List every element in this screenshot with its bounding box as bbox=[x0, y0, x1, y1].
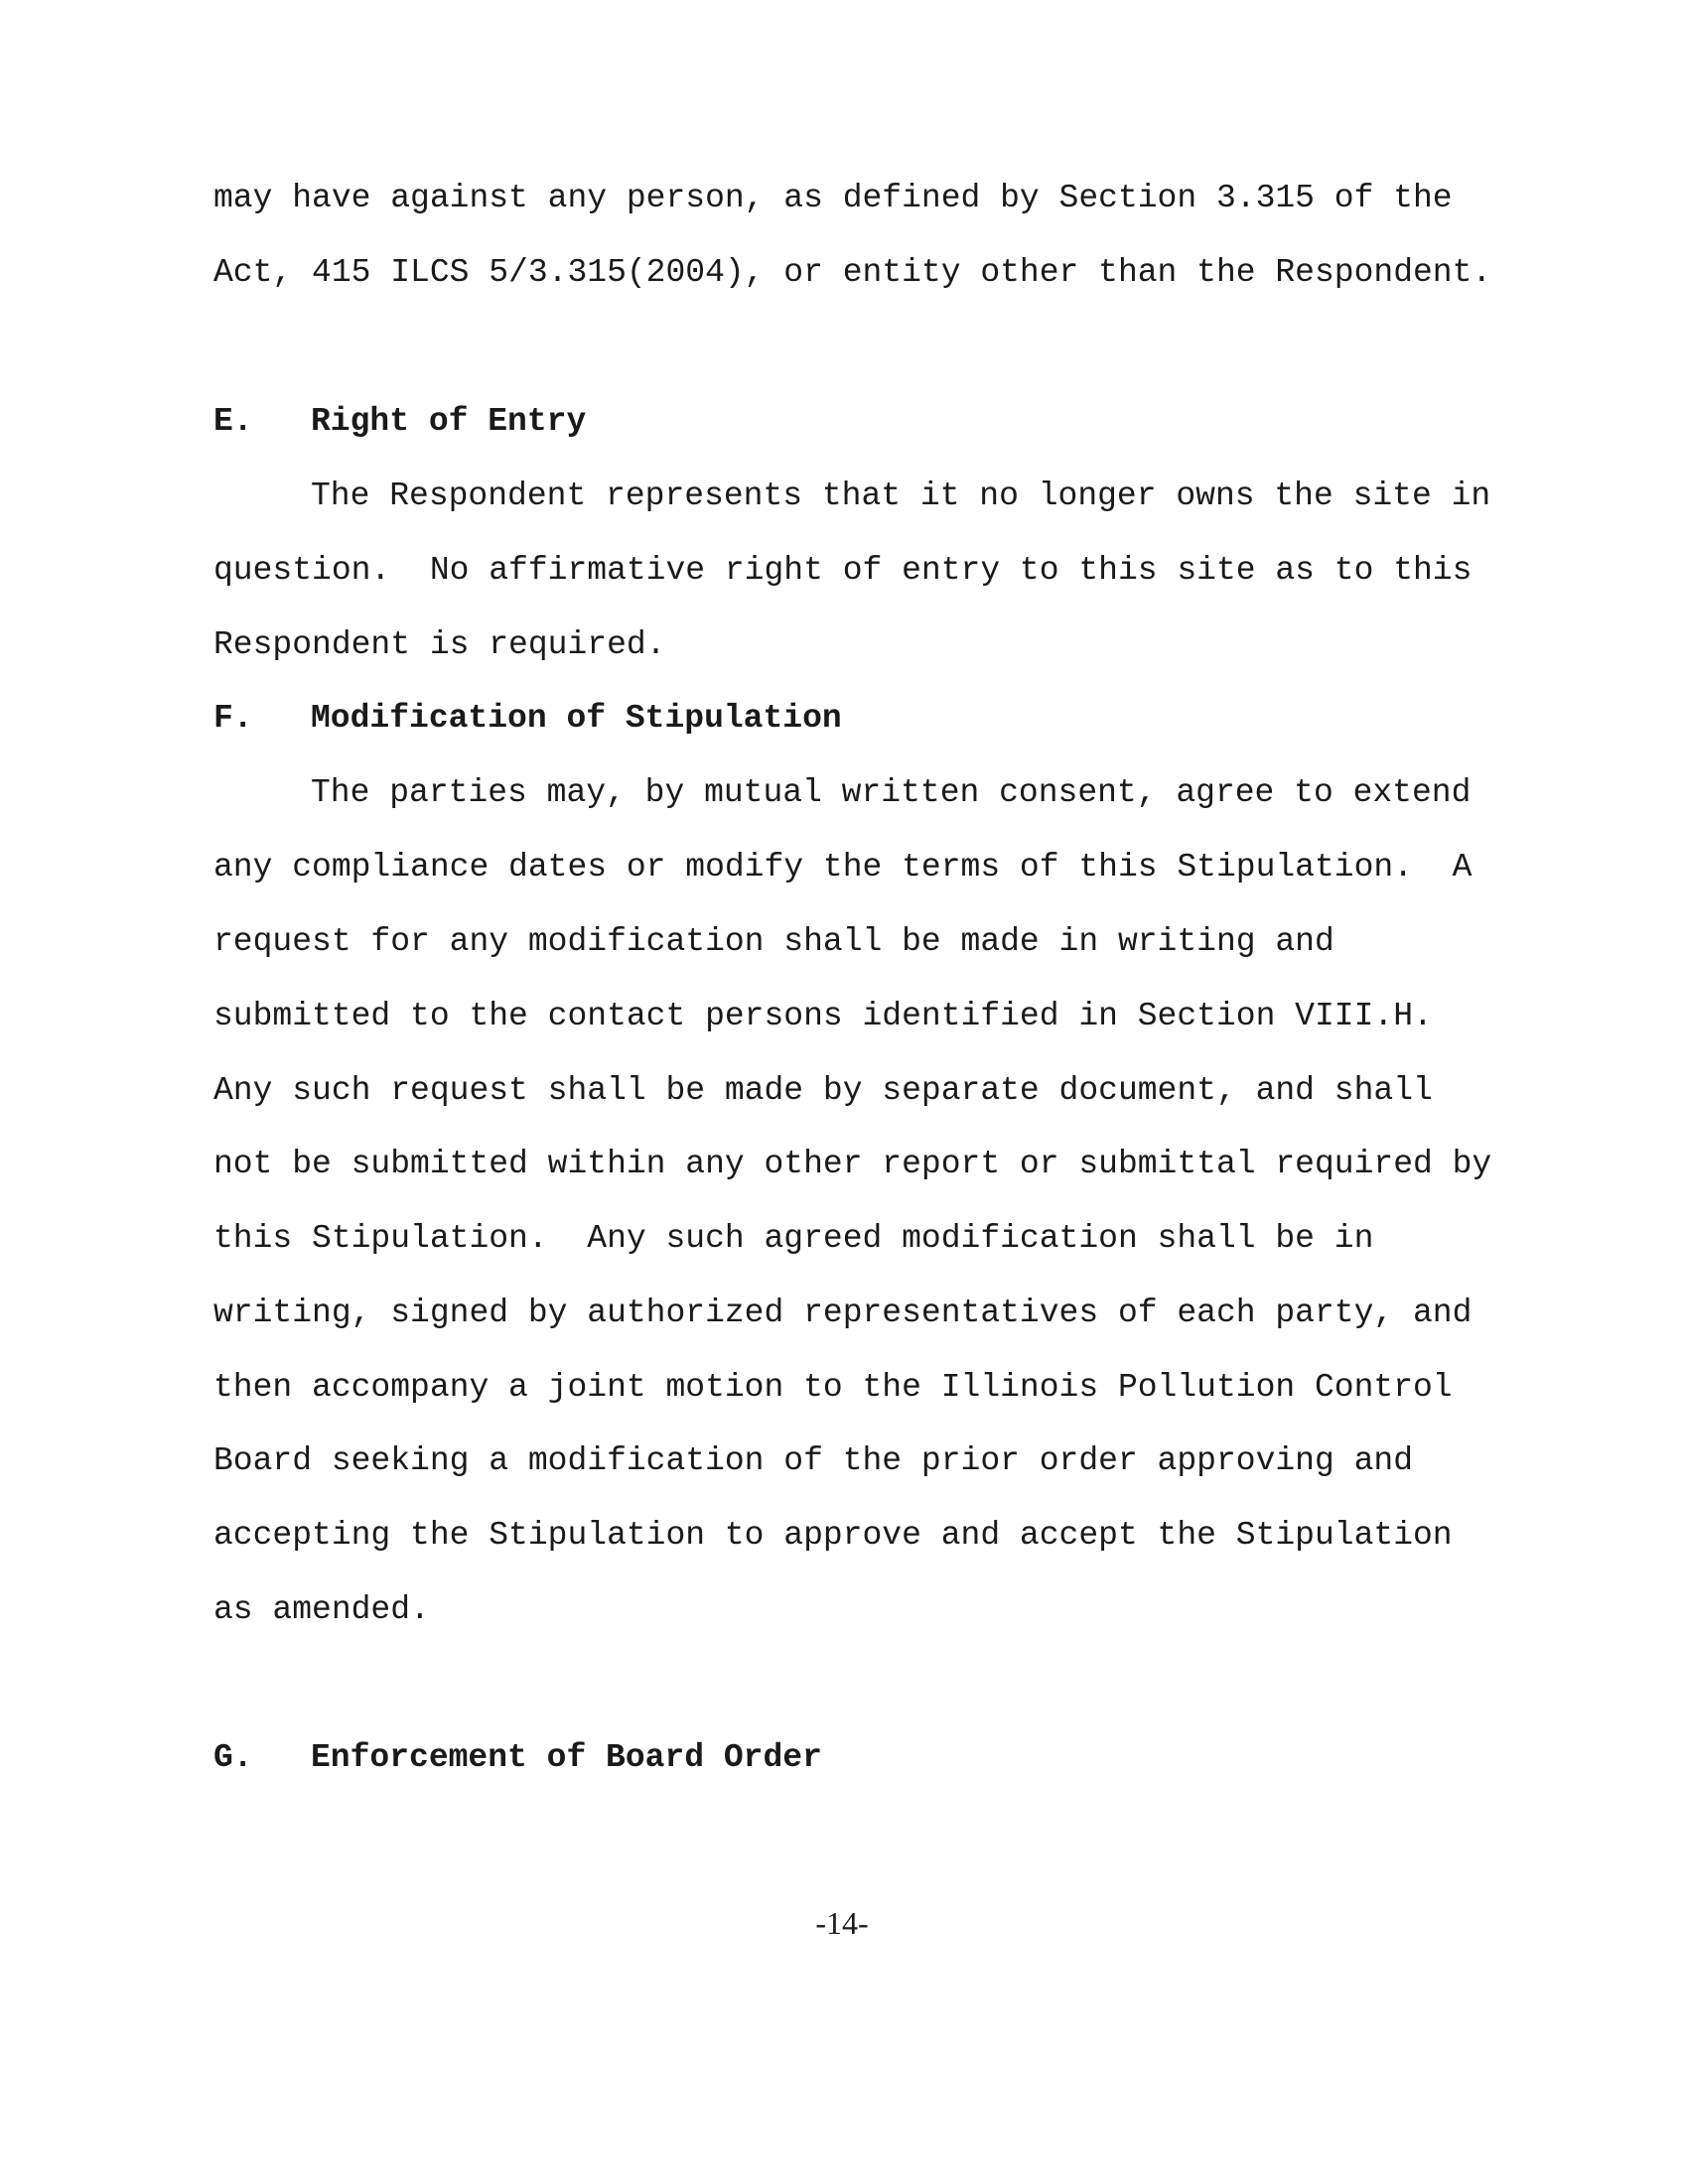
body-text-line: may have against any person, as defined by Section 3.315 of the bbox=[213, 180, 1453, 216]
section-g-letter: G. bbox=[213, 1739, 253, 1776]
body-text-line: any compliance dates or modify the terms of this Stipulation. A bbox=[213, 849, 1473, 886]
body-text-line: The parties may, by mutual written consent, agree to extend bbox=[311, 774, 1472, 811]
section-f-letter: F. bbox=[213, 700, 253, 737]
body-text-line: as amended. bbox=[213, 1591, 430, 1628]
body-text-line: writing, signed by authorized representatives of each party, and bbox=[213, 1295, 1473, 1331]
body-text-line: submitted to the contact persons identified in Section VIII.H. bbox=[213, 998, 1433, 1034]
body-text-line: not be submitted within any other report or submittal required by bbox=[213, 1146, 1492, 1182]
body-text-line: The Respondent represents that it no longer owns the site in bbox=[311, 478, 1491, 514]
body-text-line: request for any modification shall be made in writing and bbox=[213, 923, 1334, 960]
section-e-title: Right of Entry bbox=[311, 403, 587, 440]
body-text-line: question. No affirmative right of entry to this site as to this bbox=[213, 552, 1473, 589]
body-text-line: Any such request shall be made by separate document, and shall bbox=[213, 1072, 1433, 1109]
body-text-line: Act, 415 ILCS 5/3.315(2004), or entity other than the Respondent. bbox=[213, 254, 1492, 291]
body-text-line: then accompany a joint motion to the Illinois Pollution Control bbox=[213, 1369, 1453, 1406]
page-number: -14- bbox=[815, 1905, 869, 1941]
section-f-title: Modification of Stipulation bbox=[311, 700, 842, 737]
body-text-line: this Stipulation. Any such agreed modification shall be in bbox=[213, 1220, 1374, 1257]
body-text-line: accepting the Stipulation to approve and accept the Stipulation bbox=[213, 1517, 1453, 1554]
section-g-title: Enforcement of Board Order bbox=[311, 1739, 822, 1776]
section-e-letter: E. bbox=[213, 403, 253, 440]
body-text-line: Respondent is required. bbox=[213, 626, 666, 663]
body-text-line: Board seeking a modification of the prior order approving and bbox=[213, 1442, 1413, 1479]
